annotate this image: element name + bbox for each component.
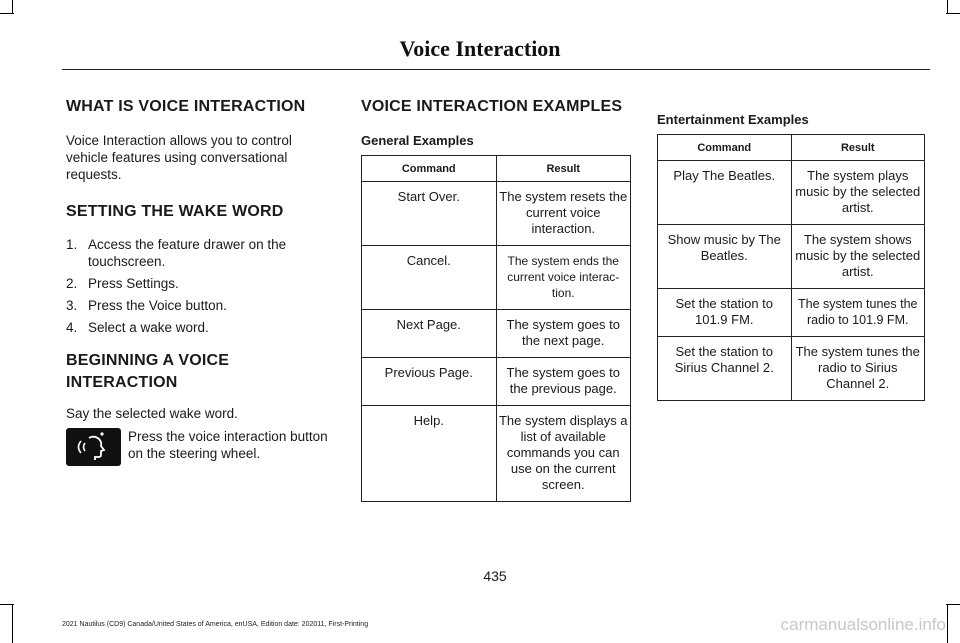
- result-cell: The system tunes the radio to 101.9 FM.: [791, 289, 924, 337]
- page-number: 435: [483, 568, 507, 584]
- crop-mark: [947, 604, 948, 643]
- section-heading-begin-1: BEGINNING A VOICE: [66, 352, 230, 369]
- result-cell: The system displays a list of available commands you can use on the current screen.: [496, 406, 630, 502]
- crop-mark: [0, 13, 14, 14]
- command-cell: Cancel.: [362, 246, 496, 310]
- voice-command-icon: [66, 428, 121, 466]
- table-row: [658, 337, 924, 401]
- result-cell: The system goes to the next page.: [496, 310, 630, 358]
- command-cell: Set the station to Sirius Channel 2.: [658, 337, 791, 401]
- crop-mark: [946, 604, 960, 605]
- list-item: 2. Press Settings.: [66, 276, 179, 291]
- entertainment-examples-table: [657, 134, 925, 401]
- table-row: [658, 225, 924, 289]
- result-cell: The system tunes the radio to Sirius Channel 2.: [791, 337, 924, 401]
- result-cell: The system plays music by the selected artist.: [791, 161, 924, 225]
- table-row: [362, 310, 630, 358]
- table-row: [658, 161, 924, 225]
- list-item: 1. Access the feature drawer on the touchscreen.: [66, 237, 287, 269]
- command-cell: Next Page.: [362, 310, 496, 358]
- crop-mark: [947, 0, 948, 14]
- result-cell: The system shows music by the selected artist.: [791, 225, 924, 289]
- general-examples-table: [361, 155, 631, 502]
- command-cell: Start Over.: [362, 182, 496, 246]
- voice-button-instruction: Press the voice interaction button on the steering wheel.: [128, 429, 328, 461]
- crop-mark: [0, 604, 14, 605]
- column-header-result: Result: [496, 156, 630, 182]
- section-heading-what: WHAT IS VOICE INTERACTION: [66, 98, 306, 115]
- section-heading-wake: SETTING THE WAKE WORD: [66, 203, 284, 220]
- column-header-command: Command: [658, 135, 791, 161]
- command-cell: Previous Page.: [362, 358, 496, 406]
- footer-edition-text: 2021 Nautilus (CD9) Canada/United States of America, enUSA, Edition date: 202011, First-Printing: [62, 621, 369, 628]
- table-row: [362, 358, 630, 406]
- command-cell: Help.: [362, 406, 496, 502]
- list-item: 4. Select a wake word.: [66, 320, 209, 335]
- table-row: [658, 289, 924, 337]
- page-title: Voice Interaction: [399, 36, 561, 61]
- wake-steps-list: [66, 236, 316, 341]
- result-cell: The system resets the current voice interaction.: [496, 182, 630, 246]
- table-row: [362, 406, 630, 502]
- table-row: [362, 182, 630, 246]
- entertainment-examples-title: Entertainment Examples: [657, 112, 809, 127]
- general-examples-title: General Examples: [361, 133, 474, 148]
- column-header-command: Command: [362, 156, 496, 182]
- section-heading-begin-2: INTERACTION: [66, 374, 178, 391]
- result-cell: The system ends the current voice interac-tion.: [496, 246, 630, 310]
- crop-mark: [12, 0, 13, 14]
- section-body-begin: Say the selected wake word.: [66, 406, 238, 421]
- command-cell: Show music by The Beatles.: [658, 225, 791, 289]
- result-cell: The system goes to the previous page.: [496, 358, 630, 406]
- crop-mark: [946, 13, 960, 14]
- section-body-what: Voice Interaction allows you to control vehicle features using conversational requests.: [66, 133, 292, 182]
- column-header-result: Result: [791, 135, 924, 161]
- header-rule: [62, 69, 930, 70]
- watermark: carmanualsonline.info: [780, 615, 946, 634]
- command-cell: Play The Beatles.: [658, 161, 791, 225]
- table-row: [362, 246, 630, 310]
- section-heading-examples: VOICE INTERACTION EXAMPLES: [361, 98, 623, 115]
- crop-mark: [12, 604, 13, 643]
- command-cell: Set the station to 101.9 FM.: [658, 289, 791, 337]
- list-item: 3. Press the Voice button.: [66, 298, 227, 313]
